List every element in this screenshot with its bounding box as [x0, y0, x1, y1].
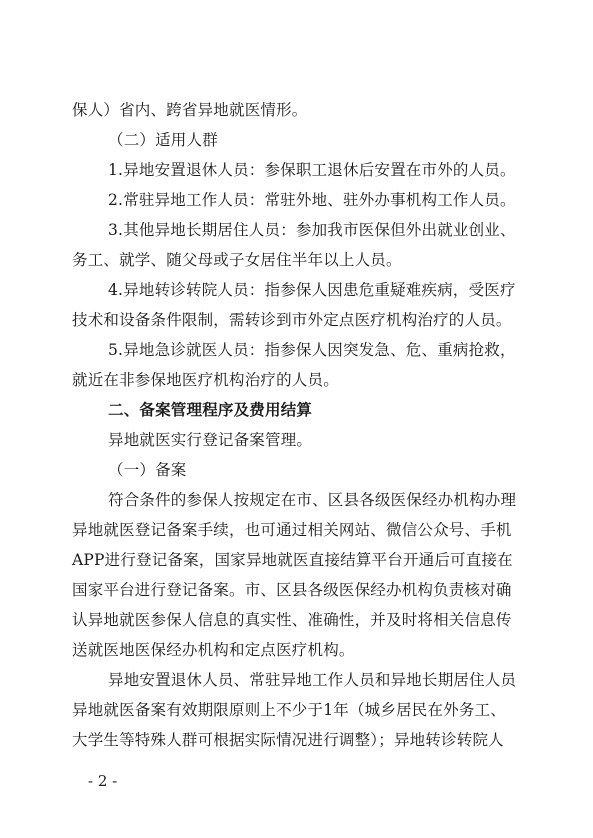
- line-text: 二、备案管理程序及费用结算: [108, 400, 313, 419]
- line-text: （二）适用人群: [108, 131, 218, 149]
- line-text: 符合条件的参保人按规定在市、区县各级医保经办机构办理: [108, 491, 517, 509]
- line-text: 送就医地医保经办机构和定点医疗机构。: [72, 641, 355, 659]
- line-text: 认异地就医参保人信息的真实性、准确性，并及时将相关信息传: [72, 611, 512, 629]
- line-text: 5.异地急诊就医人员：指参保人因突发急、危、重病抢救，: [108, 341, 516, 359]
- line-text: 异地就医登记备案手续，也可通过相关网站、微信公众号、手机: [72, 521, 512, 539]
- line-text: （一）备案: [108, 461, 187, 479]
- line-text: 技术和设备条件限制，需转诊到市外定点医疗机构治疗的人员。: [72, 311, 512, 329]
- line-text: 保人）省内、跨省异地就医情形。: [72, 101, 308, 119]
- line-text: 就近在非参保地医疗机构治疗的人员。: [72, 371, 339, 389]
- line-text: 务工、就学、随父母或子女居住半年以上人员。: [72, 251, 402, 269]
- line-text: 异地就医实行登记备案管理。: [108, 431, 313, 449]
- line-text: 异地安置退休人员、常驻异地工作人员和异地长期居住人员: [108, 671, 517, 689]
- line-text: 2.常驻异地工作人员：常驻外地、驻外办事机构工作人员。: [108, 191, 516, 209]
- line-text: 4.异地转诊转院人员：指参保人因患危重疑难疾病，受医疗: [108, 281, 516, 299]
- line-text: APP进行登记备案，国家异地就医直接结算平台开通后可直接在: [72, 551, 513, 569]
- line-text: 3.其他异地长期居住人员：参加我市医保但外出就业创业、: [108, 221, 516, 239]
- line-text: 异地就医备案有效期限原则上不少于1年（城乡居民在外务工、: [72, 701, 506, 719]
- line-text: 大学生等特殊人群可根据实际情况进行调整）；异地转诊转院人: [72, 731, 504, 749]
- line-text: 国家平台进行登记备案。市、区县各级医保经办机构负责核对确: [72, 581, 512, 599]
- line-text: 1.异地安置退休人员：参保职工退休后安置在市外的人员。: [108, 161, 516, 179]
- page-number: - 2 -: [88, 772, 118, 790]
